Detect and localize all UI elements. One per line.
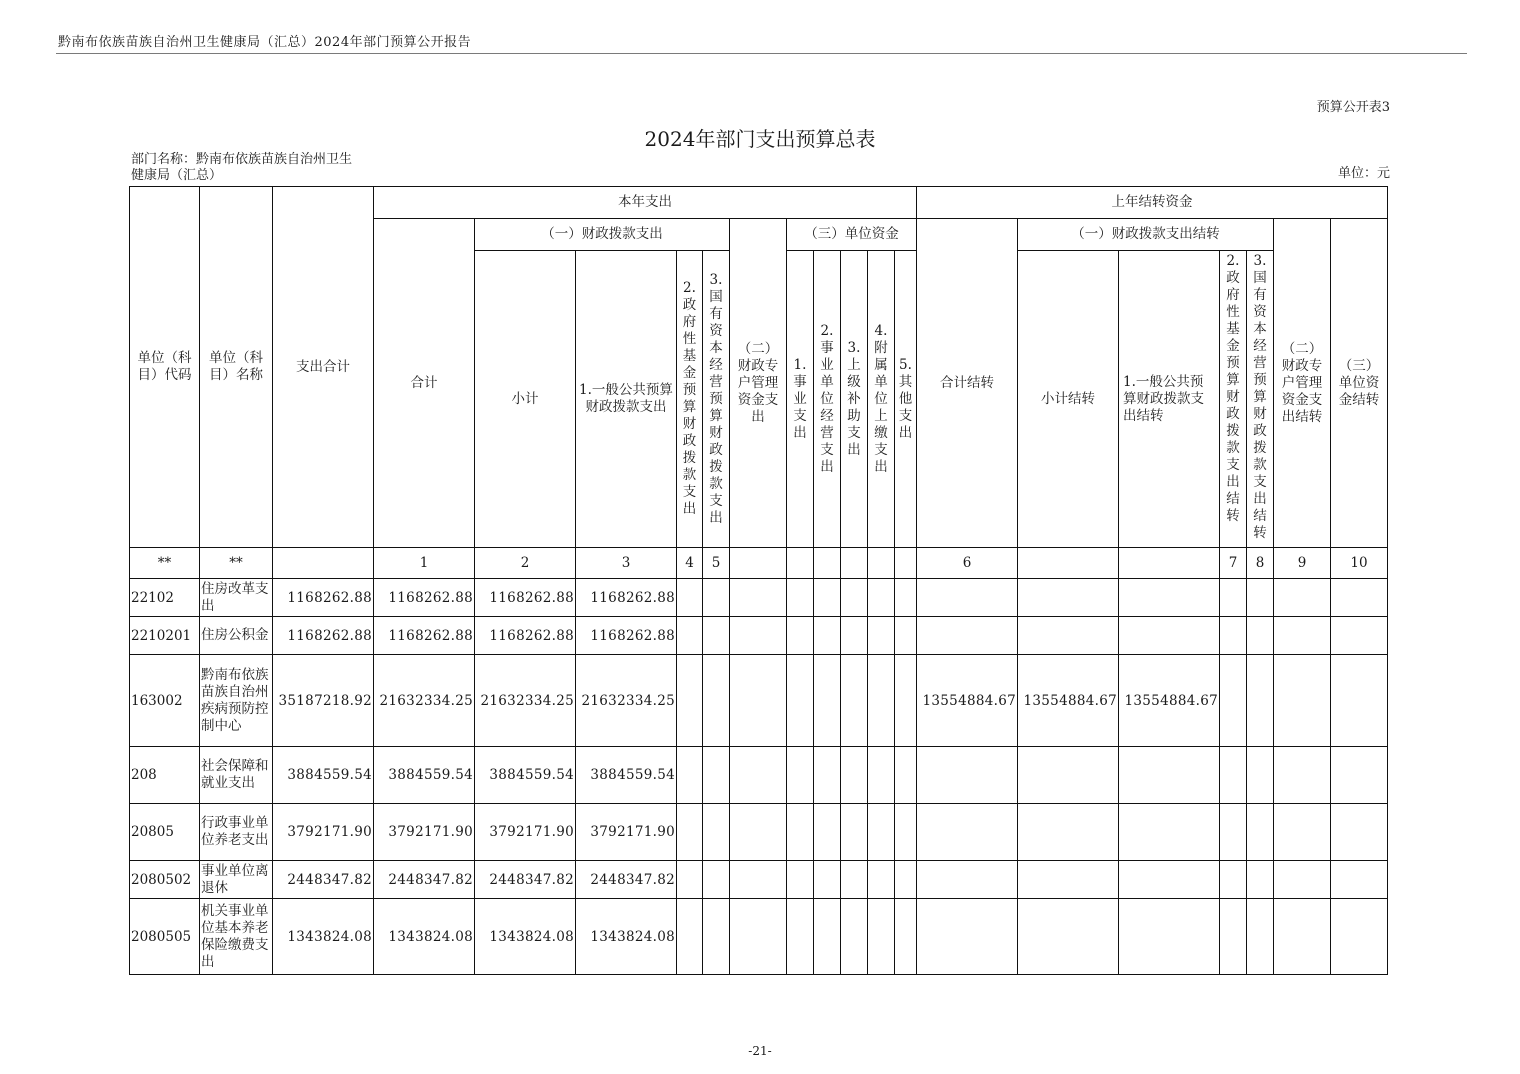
row-state-capital — [703, 899, 730, 975]
row-general-public: 1168262.88 — [576, 617, 677, 655]
row-carry-gov-fund — [1220, 579, 1247, 617]
row-biz-exp — [787, 804, 814, 861]
row-subtotal: 2448347.82 — [475, 861, 576, 899]
header-name: 单位（科目）名称 — [200, 187, 273, 548]
header-carry-unit: （三）单位资金结转 — [1331, 219, 1388, 548]
row-biz-exp — [787, 617, 814, 655]
row-other — [895, 747, 917, 804]
row-biz-unit-op — [814, 899, 841, 975]
row-carry-state-capital — [1247, 899, 1274, 975]
row-subtotal: 3792171.90 — [475, 804, 576, 861]
table-row — [130, 804, 1388, 861]
row-carry-unit — [1331, 747, 1388, 804]
row-name: 行政事业单位养老支出 — [200, 804, 273, 861]
header-code: 单位（科目）代码 — [130, 187, 200, 548]
row-affiliate — [868, 747, 895, 804]
row-code: 208 — [130, 747, 200, 804]
index-cell — [895, 548, 917, 579]
row-superior-subsidy — [841, 899, 868, 975]
row-carry-general: 13554884.67 — [1119, 655, 1220, 747]
row-general-public: 2448347.82 — [576, 861, 677, 899]
index-cell — [1119, 548, 1220, 579]
row-state-capital — [703, 655, 730, 747]
row-heji: 3884559.54 — [374, 747, 475, 804]
index-cell: 7 — [1220, 548, 1247, 579]
row-subtotal: 1168262.88 — [475, 617, 576, 655]
row-name: 住房公积金 — [200, 617, 273, 655]
row-state-capital — [703, 579, 730, 617]
row-carry-general — [1119, 617, 1220, 655]
row-carry-state-capital — [1247, 617, 1274, 655]
row-carry-unit — [1331, 899, 1388, 975]
row-carry-total: 13554884.67 — [917, 655, 1018, 747]
row-carry-special — [1274, 747, 1331, 804]
row-carry-gov-fund — [1220, 899, 1247, 975]
header-prior-year: 上年结转资金 — [917, 187, 1388, 219]
row-carry-unit — [1331, 861, 1388, 899]
row-general-public: 3792171.90 — [576, 804, 677, 861]
row-general-public: 21632334.25 — [576, 655, 677, 747]
row-heji: 1343824.08 — [374, 899, 475, 975]
row-total: 3792171.90 — [273, 804, 374, 861]
row-superior-subsidy — [841, 747, 868, 804]
row-subtotal: 1168262.88 — [475, 579, 576, 617]
table-row — [130, 579, 1388, 617]
header-carry-general: 1.一般公共预算财政拨款支出结转 — [1119, 251, 1220, 548]
row-carry-state-capital — [1247, 747, 1274, 804]
header-gov-fund: 2.政府性基金预算财政拨款支出 — [677, 251, 703, 548]
row-total: 35187218.92 — [273, 655, 374, 747]
row-carry-unit — [1331, 617, 1388, 655]
row-gov-fund — [677, 747, 703, 804]
row-heji: 21632334.25 — [374, 655, 475, 747]
row-general-public: 1168262.88 — [576, 579, 677, 617]
index-cell — [868, 548, 895, 579]
row-carry-subtotal — [1018, 804, 1119, 861]
row-state-capital — [703, 804, 730, 861]
row-carry-gov-fund — [1220, 747, 1247, 804]
row-special-account — [730, 861, 787, 899]
row-heji: 3792171.90 — [374, 804, 475, 861]
index-cell: ** — [200, 548, 273, 579]
page-number: -21- — [748, 1044, 772, 1058]
index-cell: ** — [130, 548, 200, 579]
row-other — [895, 617, 917, 655]
header-carry-total: 合计结转 — [917, 219, 1018, 548]
row-carry-special — [1274, 804, 1331, 861]
row-carry-special — [1274, 617, 1331, 655]
row-code: 2210201 — [130, 617, 200, 655]
row-biz-exp — [787, 899, 814, 975]
row-affiliate — [868, 617, 895, 655]
header-unit-funds: （三）单位资金 — [787, 219, 917, 251]
row-name: 事业单位离退休 — [200, 861, 273, 899]
header-other: 5.其他支出 — [895, 251, 917, 548]
row-name: 住房改革支出 — [200, 579, 273, 617]
row-carry-gov-fund — [1220, 655, 1247, 747]
row-carry-total — [917, 579, 1018, 617]
index-cell: 3 — [576, 548, 677, 579]
row-state-capital — [703, 617, 730, 655]
row-affiliate — [868, 899, 895, 975]
row-carry-general — [1119, 899, 1220, 975]
row-name: 社会保障和就业支出 — [200, 747, 273, 804]
row-code: 20805 — [130, 804, 200, 861]
budget-table — [129, 186, 1388, 975]
row-carry-gov-fund — [1220, 617, 1247, 655]
table-row — [130, 747, 1388, 804]
index-cell: 10 — [1331, 548, 1388, 579]
index-cell — [1018, 548, 1119, 579]
index-cell: 1 — [374, 548, 475, 579]
header-state-capital: 3.国有资本经营预算财政拨款支出 — [703, 251, 730, 548]
row-carry-state-capital — [1247, 861, 1274, 899]
table-row — [130, 655, 1388, 747]
row-carry-subtotal: 13554884.67 — [1018, 655, 1119, 747]
header-affiliate: 4.附属单位上缴支出 — [868, 251, 895, 548]
row-carry-general — [1119, 804, 1220, 861]
index-cell — [841, 548, 868, 579]
row-biz-unit-op — [814, 617, 841, 655]
index-cell: 2 — [475, 548, 576, 579]
header-current-year: 本年支出 — [374, 187, 917, 219]
header-carry-subtotal: 小计结转 — [1018, 251, 1119, 548]
row-gov-fund — [677, 899, 703, 975]
row-biz-exp — [787, 861, 814, 899]
row-gov-fund — [677, 617, 703, 655]
row-biz-exp — [787, 655, 814, 747]
row-gov-fund — [677, 579, 703, 617]
row-biz-exp — [787, 747, 814, 804]
unit-label: 单位：元 — [1337, 166, 1390, 181]
index-row — [130, 548, 1388, 579]
row-total: 2448347.82 — [273, 861, 374, 899]
row-subtotal: 1343824.08 — [475, 899, 576, 975]
row-carry-special — [1274, 861, 1331, 899]
row-biz-exp — [787, 579, 814, 617]
row-superior-subsidy — [841, 861, 868, 899]
row-carry-subtotal — [1018, 899, 1119, 975]
index-cell: 4 — [677, 548, 703, 579]
row-subtotal: 21632334.25 — [475, 655, 576, 747]
header-carry-fiscal: （一）财政拨款支出结转 — [1018, 219, 1274, 251]
row-carry-total — [917, 861, 1018, 899]
row-other — [895, 655, 917, 747]
row-affiliate — [868, 861, 895, 899]
row-carry-general — [1119, 861, 1220, 899]
header-carry-state-capital: 3.国有资本经营预算财政拨款支出结转 — [1247, 251, 1274, 548]
row-total: 1343824.08 — [273, 899, 374, 975]
department-line-2: 健康局（汇总） — [131, 168, 223, 183]
row-carry-total — [917, 617, 1018, 655]
page-title: 2024年部门支出预算总表 — [644, 127, 876, 151]
row-code: 2080505 — [130, 899, 200, 975]
row-biz-unit-op — [814, 747, 841, 804]
index-cell: 5 — [703, 548, 730, 579]
row-special-account — [730, 655, 787, 747]
row-carry-unit — [1331, 579, 1388, 617]
row-name: 黔南布依族苗族自治州疾病预防控制中心 — [200, 655, 273, 747]
row-superior-subsidy — [841, 579, 868, 617]
index-cell — [730, 548, 787, 579]
row-carry-general — [1119, 747, 1220, 804]
row-carry-subtotal — [1018, 747, 1119, 804]
row-carry-unit — [1331, 804, 1388, 861]
department-line-1: 部门名称：黔南布依族苗族自治州卫生 — [131, 152, 353, 167]
row-total: 3884559.54 — [273, 747, 374, 804]
row-carry-subtotal — [1018, 579, 1119, 617]
row-biz-unit-op — [814, 804, 841, 861]
row-code: 22102 — [130, 579, 200, 617]
row-gov-fund — [677, 655, 703, 747]
header-superior-subsidy: 3.上级补助支出 — [841, 251, 868, 548]
row-other — [895, 804, 917, 861]
row-carry-special — [1274, 655, 1331, 747]
row-carry-gov-fund — [1220, 861, 1247, 899]
row-biz-unit-op — [814, 861, 841, 899]
row-other — [895, 899, 917, 975]
row-heji: 2448347.82 — [374, 861, 475, 899]
table-body — [130, 579, 1388, 975]
index-cell: 6 — [917, 548, 1018, 579]
row-other — [895, 579, 917, 617]
row-carry-general — [1119, 579, 1220, 617]
row-carry-special — [1274, 579, 1331, 617]
row-state-capital — [703, 747, 730, 804]
row-biz-unit-op — [814, 579, 841, 617]
row-total: 1168262.88 — [273, 579, 374, 617]
header-rule — [56, 53, 1467, 54]
row-special-account — [730, 579, 787, 617]
row-carry-gov-fund — [1220, 804, 1247, 861]
index-cell: 8 — [1247, 548, 1274, 579]
row-special-account — [730, 899, 787, 975]
row-carry-state-capital — [1247, 655, 1274, 747]
row-carry-subtotal — [1018, 861, 1119, 899]
row-carry-unit — [1331, 655, 1388, 747]
row-carry-subtotal — [1018, 617, 1119, 655]
row-heji: 1168262.88 — [374, 579, 475, 617]
header-subtotal: 小计 — [475, 251, 576, 548]
row-code: 163002 — [130, 655, 200, 747]
row-general-public: 1343824.08 — [576, 899, 677, 975]
row-carry-total — [917, 899, 1018, 975]
index-cell — [814, 548, 841, 579]
row-special-account — [730, 804, 787, 861]
header-biz-unit-op: 2.事业单位经营支出 — [814, 251, 841, 548]
index-cell — [787, 548, 814, 579]
department-name — [131, 152, 391, 184]
index-cell: 9 — [1274, 548, 1331, 579]
row-special-account — [730, 747, 787, 804]
row-superior-subsidy — [841, 617, 868, 655]
row-carry-state-capital — [1247, 579, 1274, 617]
row-carry-total — [917, 804, 1018, 861]
header-total: 支出合计 — [273, 187, 374, 548]
table-row — [130, 861, 1388, 899]
running-header: 黔南布依族苗族自治州卫生健康局（汇总）2024年部门预算公开报告 — [58, 35, 472, 50]
header-carry-gov-fund: 2.政府性基金预算财政拨款支出结转 — [1220, 251, 1247, 548]
header-general-public: 1.一般公共预算财政拨款支出 — [576, 251, 677, 548]
row-special-account — [730, 617, 787, 655]
row-code: 2080502 — [130, 861, 200, 899]
row-heji: 1168262.88 — [374, 617, 475, 655]
row-gov-fund — [677, 804, 703, 861]
row-gov-fund — [677, 861, 703, 899]
header-carry-special: （二）财政专户管理资金支出结转 — [1274, 219, 1331, 548]
row-carry-total — [917, 747, 1018, 804]
row-affiliate — [868, 804, 895, 861]
header-heji: 合计 — [374, 219, 475, 548]
row-carry-special — [1274, 899, 1331, 975]
row-total: 1168262.88 — [273, 617, 374, 655]
row-other — [895, 861, 917, 899]
header-biz-exp: 1.事业支出 — [787, 251, 814, 548]
row-biz-unit-op — [814, 655, 841, 747]
row-superior-subsidy — [841, 804, 868, 861]
row-state-capital — [703, 861, 730, 899]
index-cell — [273, 548, 374, 579]
row-name: 机关事业单位基本养老保险缴费支出 — [200, 899, 273, 975]
row-superior-subsidy — [841, 655, 868, 747]
row-affiliate — [868, 655, 895, 747]
row-carry-state-capital — [1247, 804, 1274, 861]
row-subtotal: 3884559.54 — [475, 747, 576, 804]
table-row — [130, 617, 1388, 655]
header-special-account: （二）财政专户管理资金支出 — [730, 219, 787, 548]
table-number: 预算公开表3 — [1316, 100, 1390, 115]
row-affiliate — [868, 579, 895, 617]
table-row — [130, 899, 1388, 975]
header-fiscal: （一）财政拨款支出 — [475, 219, 730, 251]
row-general-public: 3884559.54 — [576, 747, 677, 804]
